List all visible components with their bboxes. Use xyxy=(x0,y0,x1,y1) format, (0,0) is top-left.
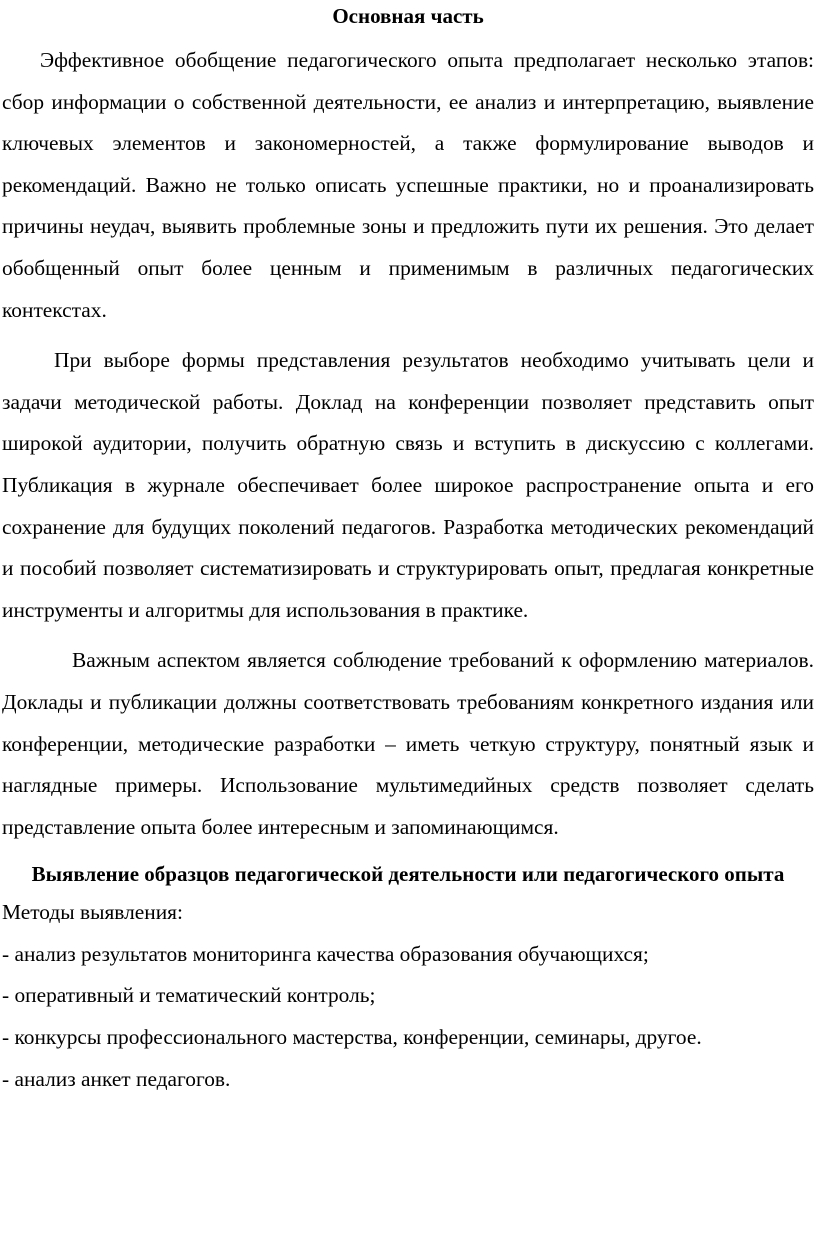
paragraph-stages: Эффективное обобщение педагогического опыта предполагает несколько этапов: сбор информации о собственной деятельности, ее анализ и интерпретацию, выявление ключевых элементов и закономерностей, а также формулирование выводов и рекомендаций. Важно не только описать успешные практики, но и проанализировать причины неудач, выявить проблемные зоны и предложить пути их решения. Это делает обобщенный опыт более ценным и применимым в различных педагогических контекстах. xyxy=(2,48,814,322)
list-item: - анализ анкет педагогов. xyxy=(2,1066,231,1091)
list-item: - конкурсы профессионального мастерства, конференции, семинары, другое. xyxy=(2,1025,702,1050)
main-heading: Основная часть xyxy=(332,4,484,28)
paragraph-requirements: Важным аспектом является соблюдение требований к оформлению материалов. Доклады и публикации должны соответствовать требованиям конкретного издания или конференции, методические разработки – иметь четкую структуру, понятный язык и наглядные примеры. Использование мультимедийных средств позволяет сделать представление опыта более интересным и запоминающимся. xyxy=(2,648,814,839)
list-item: - анализ результатов мониторинга качества образования обучающихся; xyxy=(2,941,649,966)
paragraph-forms: При выборе формы представления результатов необходимо учитывать цели и задачи методической работы. Доклад на конференции позволяет представить опыт широкой аудитории, получить обратную связь и вступить в дискуссию с коллегами. Публикация в журнале обеспечивает более широкое распространение опыта и его сохранение для будущих поколений педагогов. Разработка методических рекомендаций и пособий позволяет систематизировать и структурировать опыт, предлагая конкретные инструменты и алгоритмы для использования в практике. xyxy=(2,348,814,622)
methods-list xyxy=(2,934,814,1100)
list-item: - оперативный и тематический контроль; xyxy=(2,983,376,1008)
methods-intro: Методы выявления: xyxy=(2,900,183,925)
section-heading: Выявление образцов педагогической деятельности или педагогического опыта xyxy=(31,862,785,887)
document-page xyxy=(2,0,814,1100)
